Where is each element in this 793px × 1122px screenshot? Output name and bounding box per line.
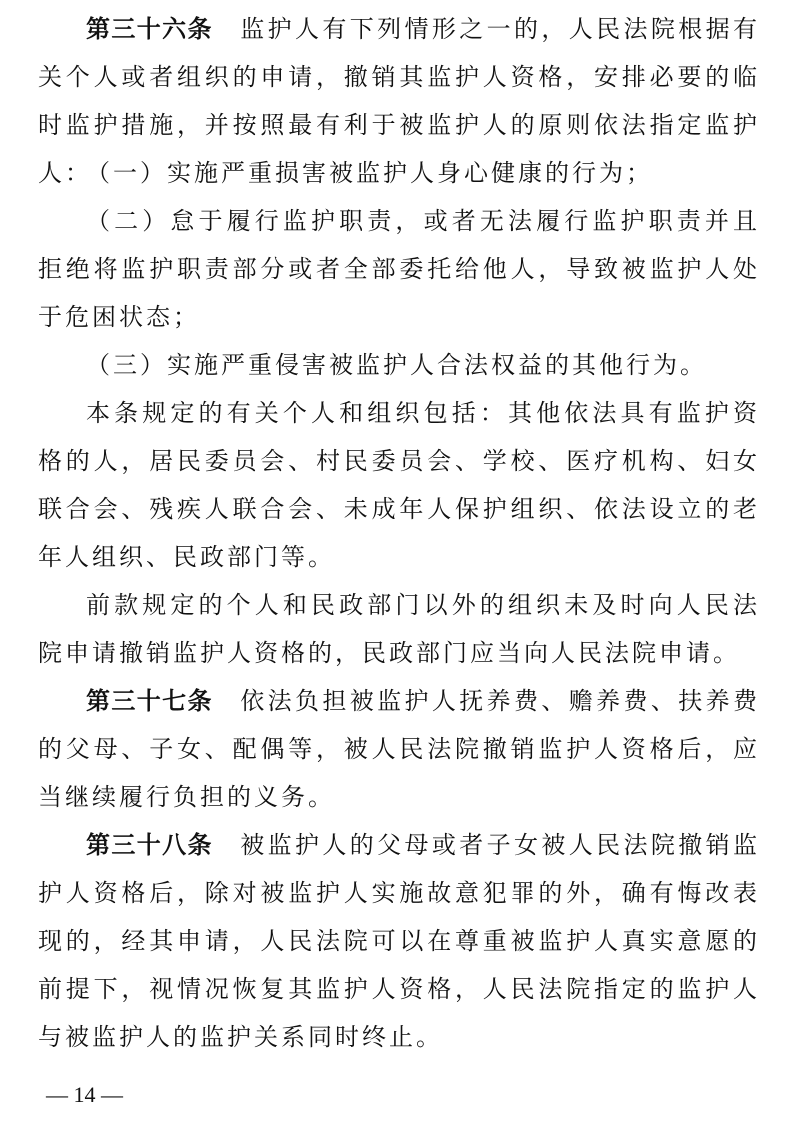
article-38-heading: 第三十八条 <box>86 831 213 859</box>
item-1-text: （一）实施严重损害被监护人身心健康的行为； <box>86 159 653 187</box>
item-2-text: （二）怠于履行监护职责，或者无法履行监护职责并且拒绝将监护职责部分或者全部委托给他人，导致被监护人处于危困状态； <box>38 207 760 331</box>
item-3-text: （三）实施严重侵害被监护人合法权益的其他行为。 <box>86 351 707 379</box>
page-number: — 14 — <box>46 1082 123 1107</box>
article-38-paragraph <box>38 821 760 1061</box>
item-1-paragraph <box>38 149 760 197</box>
organizations-paragraph <box>38 389 760 581</box>
item-3-paragraph <box>38 341 760 389</box>
article-38-text: 被监护人的父母或者子女被人民法院撤销监护人资格后，除对被监护人实施故意犯罪的外，确有悔改表现的，经其申请，人民法院可以在尊重被监护人真实意愿的前提下，视情况恢复其监护人资格，人民法院指定的监护人与被监护人的监护关系同时终止。 <box>38 831 760 1051</box>
article-36-text: 监护人有下列情形之一的，人民法院根据有关个人或者组织的申请，撤销其监护人资格，安排必要的临时监护措施，并按照最有利于被监护人的原则依法指定监护人： <box>38 15 760 187</box>
article-37-paragraph <box>38 677 760 821</box>
article-37-heading: 第三十七条 <box>86 687 213 715</box>
organizations-text: 本条规定的有关个人和组织包括：其他依法具有监护资格的人，居民委员会、村民委员会、学校、医疗机构、妇女联合会、残疾人联合会、未成年人保护组织、依法设立的老年人组织、民政部门等。 <box>38 399 760 571</box>
item-2-paragraph <box>38 197 760 341</box>
article-36-heading: 第三十六条 <box>86 15 213 43</box>
article-37-text: 依法负担被监护人抚养费、赡养费、扶养费的父母、子女、配偶等，被人民法院撤销监护人资格后，应当继续履行负担的义务。 <box>38 687 760 811</box>
preceding-clause-paragraph <box>38 581 760 677</box>
preceding-clause-text: 前款规定的个人和民政部门以外的组织未及时向人民法院申请撤销监护人资格的，民政部门应当向人民法院申请。 <box>38 591 760 667</box>
